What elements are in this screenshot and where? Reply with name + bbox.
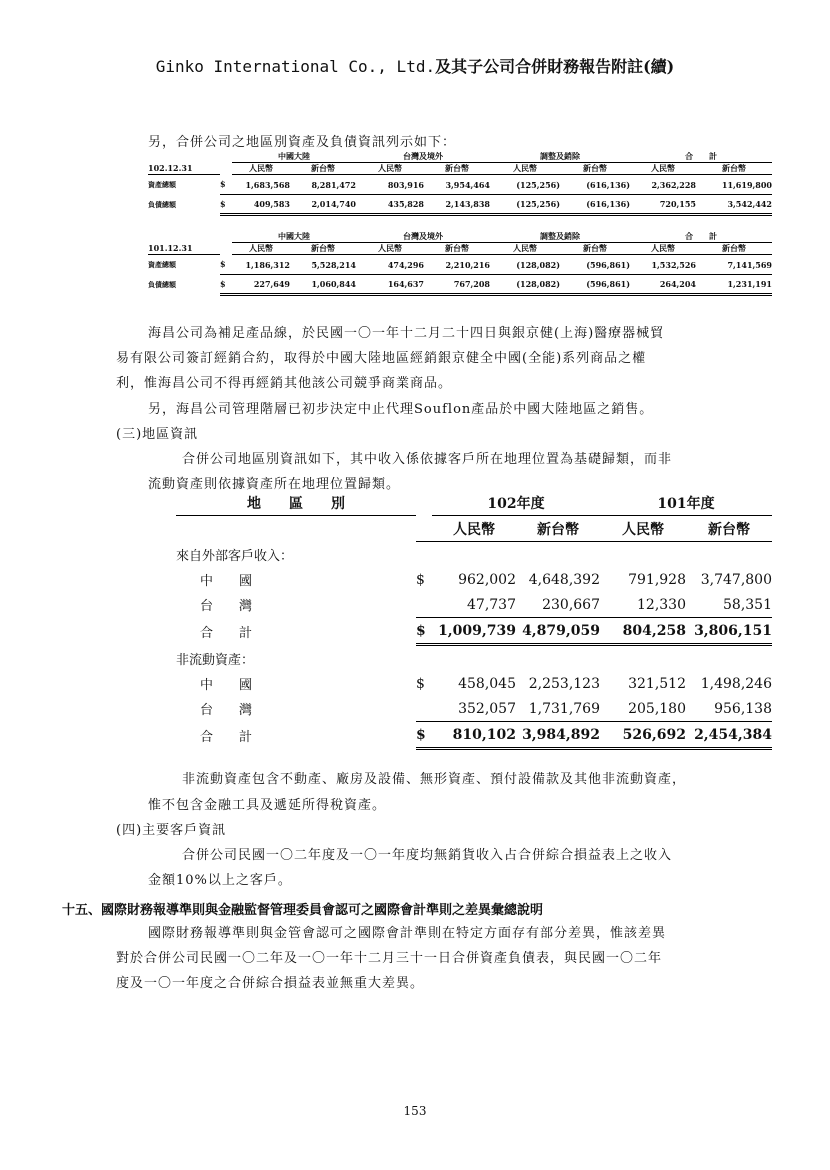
section-label: 非流動資產： bbox=[176, 653, 255, 668]
paragraph-line: 合併公司民國一〇二年度及一〇一年度均無銷貨收入占合併綜合損益表上之收入 bbox=[182, 848, 673, 863]
cell: 58,351 bbox=[686, 592, 772, 618]
intro-line: 另，合併公司之地區別資產及負債資訊列示如下： bbox=[148, 135, 457, 150]
cell: 767,208 bbox=[424, 275, 490, 295]
cell: 1,532,526 bbox=[630, 255, 696, 275]
table-date: 102.12.31 bbox=[148, 163, 220, 175]
paragraph-line: 國際財務報導準則與金管會認可之國際會計準則在特定方面存有部分差異，惟該差異 bbox=[148, 926, 667, 941]
region-header: 地 區 別 bbox=[176, 490, 416, 516]
row-label: 合 計 bbox=[200, 625, 253, 641]
section-label: 來自外部客戶收入： bbox=[176, 549, 294, 564]
cell: 227,649 bbox=[232, 275, 290, 295]
currency-sign bbox=[416, 592, 432, 618]
group-header: 合 計 bbox=[630, 151, 772, 163]
subhead: 新台幣 bbox=[424, 163, 490, 175]
section-heading: (四)主要客戶資訊 bbox=[116, 823, 227, 838]
currency-sign: $ bbox=[416, 618, 432, 645]
cell: 3,747,800 bbox=[700, 571, 772, 588]
subhead: 新台幣 bbox=[290, 243, 356, 255]
paragraph-line: 金額10%以上之客戶。 bbox=[148, 873, 292, 888]
section-heading: 十五、國際財務報導準則與金融監督管理委員會認可之國際會計準則之差異彙總說明 bbox=[62, 903, 544, 918]
currency-sign: $ bbox=[220, 195, 232, 215]
currency-sign bbox=[416, 696, 432, 722]
subhead: 人民幣 bbox=[232, 243, 290, 255]
cell: 4,879,059 bbox=[516, 618, 600, 645]
row-label: 負債總額 bbox=[148, 279, 176, 289]
cell: (125,256) bbox=[490, 195, 560, 215]
cell: 791,928 bbox=[628, 571, 686, 588]
subhead: 新台幣 bbox=[696, 243, 772, 255]
subhead: 新台幣 bbox=[424, 243, 490, 255]
group-header: 台灣及境外 bbox=[356, 231, 490, 243]
group-header: 中國大陸 bbox=[232, 231, 356, 243]
cell: (616,136) bbox=[560, 195, 630, 215]
paragraph-line: 惟不包含金融工具及遞延所得稅資產。 bbox=[148, 798, 387, 813]
section-heading: (三)地區資訊 bbox=[116, 427, 199, 442]
page-number: 153 bbox=[403, 1104, 427, 1118]
paragraph-line: 利，惟海昌公司不得再經銷其他該公司競爭商業商品。 bbox=[116, 376, 453, 391]
cell: 11,619,800 bbox=[696, 175, 772, 195]
paragraph-line: 非流動資產包含不動產、廠房及設備、無形資產、預付設備款及其他非流動資產， bbox=[182, 772, 687, 787]
cell: 810,102 bbox=[432, 722, 516, 749]
cell: 1,060,844 bbox=[290, 275, 356, 295]
title-chinese: 及其子公司合併財務報告附註(續) bbox=[435, 57, 675, 76]
cell: 47,737 bbox=[432, 592, 516, 618]
subhead: 人民幣 bbox=[490, 243, 560, 255]
currency-sign: $ bbox=[220, 255, 232, 275]
paragraph-line: 合併公司地區別資訊如下，其中收入係依據客戶所在地理位置為基礎歸類，而非 bbox=[182, 452, 673, 467]
cell: 804,258 bbox=[600, 618, 686, 645]
cell: 2,362,228 bbox=[630, 175, 696, 195]
paragraph-line: 對於合併公司民國一〇二年及一〇一年十二月三十一日合併資產負債表，與民國一〇二年 bbox=[116, 951, 663, 966]
cell: 962,002 bbox=[458, 571, 516, 588]
cell: 526,692 bbox=[600, 722, 686, 749]
cell: 3,806,151 bbox=[686, 618, 772, 645]
group-header: 調整及銷除 bbox=[490, 231, 630, 243]
cell: 458,045 bbox=[458, 675, 516, 692]
cell: 1,186,312 bbox=[232, 255, 290, 275]
region-table-101 bbox=[148, 231, 772, 296]
subhead: 人民幣 bbox=[630, 163, 696, 175]
cell: (125,256) bbox=[490, 175, 560, 195]
paragraph-line: 流動資產則依據資產所在地理位置歸類。 bbox=[148, 477, 401, 492]
paragraph-line: 易有限公司簽訂經銷合約，取得於中國大陸地區經銷銀京健全中國(全能)系列商品之權 bbox=[116, 351, 647, 366]
page-title bbox=[0, 54, 830, 77]
cell: 3,984,892 bbox=[516, 722, 600, 749]
cell: 474,296 bbox=[356, 255, 424, 275]
year-header: 101年度 bbox=[600, 490, 772, 516]
currency-sign: $ bbox=[220, 175, 232, 195]
cell: 264,204 bbox=[630, 275, 696, 295]
subhead: 人民幣 bbox=[356, 243, 424, 255]
group-header: 調整及銷除 bbox=[490, 151, 630, 163]
cell: (596,861) bbox=[560, 255, 630, 275]
group-header: 中國大陸 bbox=[232, 151, 356, 163]
cell: (128,082) bbox=[490, 255, 560, 275]
currency-sign: $ bbox=[220, 275, 232, 295]
cell: 2,014,740 bbox=[290, 195, 356, 215]
region-table-102 bbox=[148, 151, 772, 216]
paragraph-line: 海昌公司為補足產品線，於民國一〇一年十二月二十四日與銀京健(上海)醫療器械貿 bbox=[148, 326, 665, 341]
paragraph-line: 另，海昌公司管理階層已初步決定中止代理Souflon產品於中國大陸地區之銷售。 bbox=[148, 402, 654, 417]
cell: 205,180 bbox=[600, 696, 686, 722]
cell: 3,954,464 bbox=[424, 175, 490, 195]
cell: 3,542,442 bbox=[696, 195, 772, 215]
currency-sign: $ bbox=[416, 675, 425, 692]
cell: 1,683,568 bbox=[232, 175, 290, 195]
cell: 4,648,392 bbox=[528, 571, 600, 588]
currency-header: 人民幣 bbox=[600, 516, 686, 542]
row-label: 台 灣 bbox=[200, 599, 253, 615]
cell: 956,138 bbox=[686, 696, 772, 722]
row-label: 負債總額 bbox=[148, 199, 176, 209]
subhead: 新台幣 bbox=[696, 163, 772, 175]
subhead: 新台幣 bbox=[290, 163, 356, 175]
title-english: Ginko International Co., Ltd. bbox=[155, 57, 436, 76]
cell: 2,454,384 bbox=[686, 722, 772, 749]
currency-sign: $ bbox=[416, 571, 425, 588]
cell: 8,281,472 bbox=[290, 175, 356, 195]
cell: 2,143,838 bbox=[424, 195, 490, 215]
subhead: 人民幣 bbox=[356, 163, 424, 175]
cell: 2,253,123 bbox=[528, 675, 600, 692]
year-header: 102年度 bbox=[432, 490, 600, 516]
cell: (596,861) bbox=[560, 275, 630, 295]
subhead: 人民幣 bbox=[490, 163, 560, 175]
subhead: 人民幣 bbox=[630, 243, 696, 255]
cell: 230,667 bbox=[516, 592, 600, 618]
subhead: 人民幣 bbox=[232, 163, 290, 175]
cell: 1,731,769 bbox=[516, 696, 600, 722]
cell: 5,528,214 bbox=[290, 255, 356, 275]
cell: 164,637 bbox=[356, 275, 424, 295]
geographic-info-table bbox=[176, 490, 772, 750]
row-label: 中 國 bbox=[200, 678, 253, 693]
cell: 2,210,216 bbox=[424, 255, 490, 275]
cell: 12,330 bbox=[600, 592, 686, 618]
cell: 352,057 bbox=[432, 696, 516, 722]
cell: 409,583 bbox=[232, 195, 290, 215]
group-header: 台灣及境外 bbox=[356, 151, 490, 163]
cell: 803,916 bbox=[356, 175, 424, 195]
paragraph-line: 度及一〇一年度之合併綜合損益表並無重大差異。 bbox=[116, 976, 425, 991]
cell: 1,498,246 bbox=[700, 675, 772, 692]
subhead: 新台幣 bbox=[560, 163, 630, 175]
currency-header: 新台幣 bbox=[516, 516, 600, 542]
cell: 1,009,739 bbox=[432, 618, 516, 645]
table-date: 101.12.31 bbox=[148, 243, 220, 255]
row-label: 中 國 bbox=[200, 574, 253, 589]
cell: 7,141,569 bbox=[696, 255, 772, 275]
cell: 321,512 bbox=[628, 675, 686, 692]
currency-sign: $ bbox=[416, 722, 432, 749]
row-label: 合 計 bbox=[200, 729, 253, 745]
currency-header: 人民幣 bbox=[432, 516, 516, 542]
cell: (128,082) bbox=[490, 275, 560, 295]
subhead: 新台幣 bbox=[560, 243, 630, 255]
row-label: 台 灣 bbox=[200, 703, 253, 719]
row-label: 資產總額 bbox=[148, 179, 176, 189]
cell: 435,828 bbox=[356, 195, 424, 215]
row-label: 資產總額 bbox=[148, 259, 176, 269]
group-header: 合 計 bbox=[630, 231, 772, 243]
currency-header: 新台幣 bbox=[686, 516, 772, 542]
cell: 720,155 bbox=[630, 195, 696, 215]
cell: 1,231,191 bbox=[696, 275, 772, 295]
cell: (616,136) bbox=[560, 175, 630, 195]
